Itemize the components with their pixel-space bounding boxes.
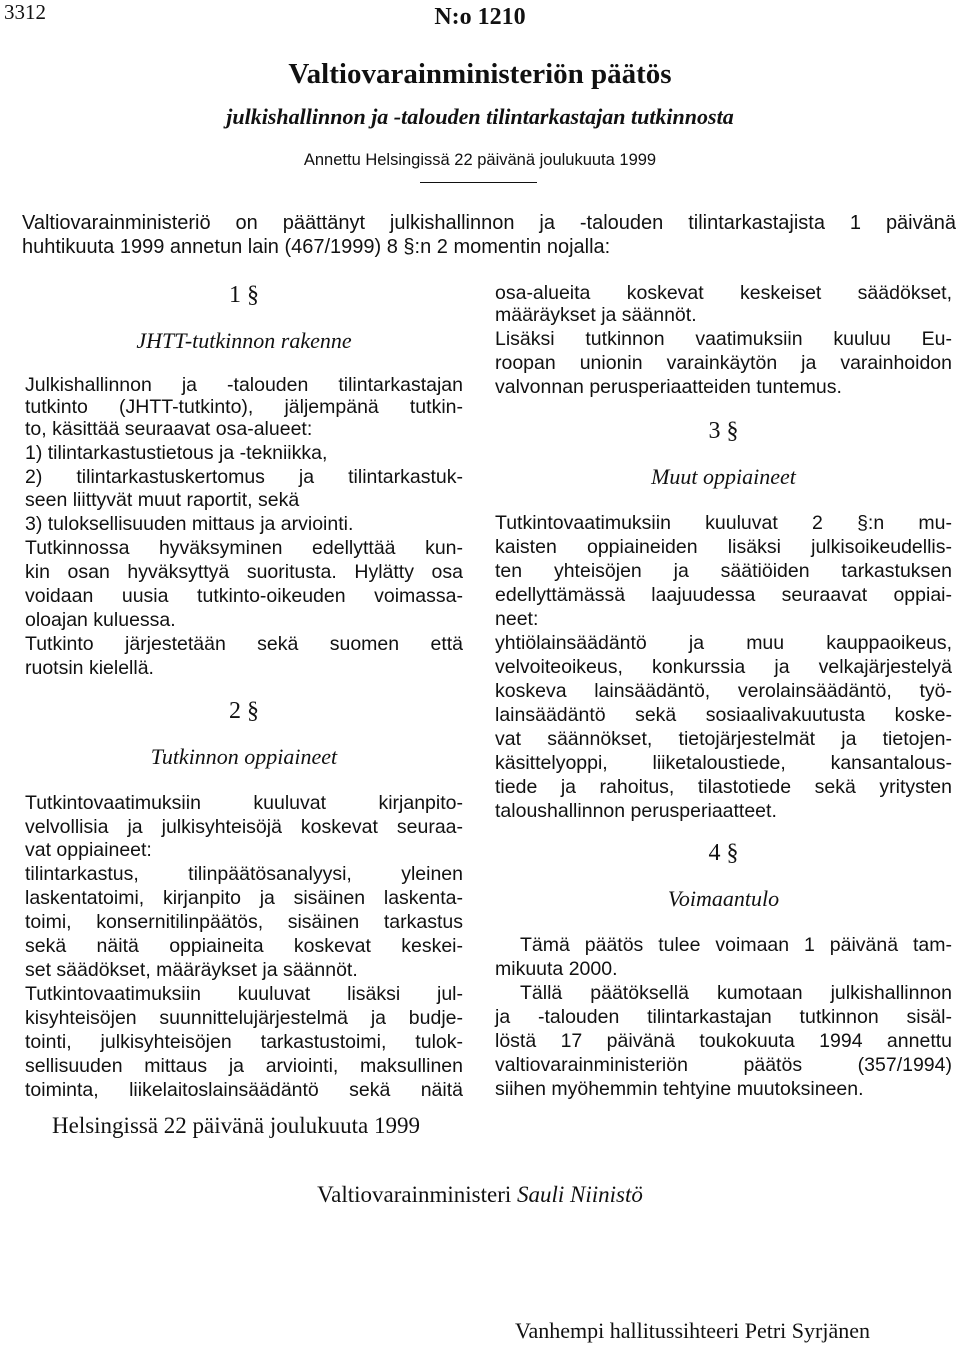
section-2-line: set säädökset, määräykset ja säännöt. (25, 959, 358, 981)
secretary-signature: Vanhempi hallitussihteeri Petri Syrjänen (515, 1318, 870, 1343)
section-4-heading: Voimaantulo (667, 886, 780, 911)
section-3-line: edellyttämässä laajuudessa seuraavat oppiai- (495, 584, 952, 606)
section-1-line: Tutkinnossa hyväksyminen edellyttää kun- (25, 537, 463, 559)
section-2-line: sekä näitä oppiaineita koskevat keskei- (25, 935, 463, 957)
section-2-line: sellisuuden mittaus ja arviointi, maksullinen (25, 1055, 463, 1077)
section-1-line: 3) tuloksellisuuden mittaus ja arviointi. (25, 513, 354, 535)
section-4-line: mikuuta 2000. (495, 958, 618, 980)
minister-title: Valtiovarainministeri (317, 1182, 512, 1207)
section-3-line: ten yhteisöjen ja säätiöiden tarkastuksen (495, 560, 952, 582)
section-2-line: vat oppiaineet: (25, 839, 152, 861)
section-3-line: tiede ja rahoitus, tilastotiede sekä yritysten (495, 776, 952, 798)
section-4-line: ja -talouden tilintarkastajan tutkinnon sisäl- (495, 1006, 952, 1028)
section-2-line: laskentatoimi, kirjanpito ja sisäinen laskenta- (25, 887, 463, 909)
section-2-line: Tutkintovaatimuksiin kuuluvat kirjanpito- (25, 792, 463, 814)
section-1-line: to, käsittää seuraavat osa-alueet: (25, 418, 313, 440)
section-4-line: Tämä päätös tulee voimaan 1 päivänä tam- (520, 934, 952, 956)
section-3-line: yhtiölainsäädäntö ja muu kauppaoikeus, (495, 632, 952, 654)
section-3-line: käsittelyoppi, liiketaloustiede, kansantalous- (495, 752, 952, 774)
section-1-line: kin osan hyväksyttyä suoritusta. Hylätty osa (25, 561, 463, 583)
section-3-line: kaisten oppiaineiden lisäksi julkisoikeudellis- (495, 536, 952, 558)
section-3-line: neet: (495, 608, 539, 630)
section-2-continued-line: Lisäksi tutkinnon vaatimuksiin kuuluu Eu- (495, 328, 952, 350)
document-title: Valtiovarainministeriön päätös (288, 58, 672, 90)
section-1-line: Julkishallinnon ja -talouden tilintarkastajan (25, 374, 463, 396)
section-3-line: Tutkintovaatimuksiin kuuluvat 2 §:n mu- (495, 512, 952, 534)
page-number: 3312 (4, 0, 46, 24)
section-2-line: velvollisia ja julkisyhteisöjä koskevat seuraa- (25, 816, 463, 838)
section-1-line: oloajan kuluessa. (25, 609, 176, 631)
section-2-line: tilintarkastus, tilinpäätösanalyysi, yleinen (25, 863, 463, 885)
section-4-line: valtiovarainministeriön päätös (357/1994) (495, 1054, 952, 1076)
decision-number: N:o 1210 (434, 4, 526, 30)
divider-rule (420, 182, 537, 183)
section-2-line: kisyhteisöjen suunnittelujärjestelmä ja budje- (25, 1007, 463, 1029)
section-2-continued-line: osa-alueita koskevat keskeiset säädökset, (495, 282, 952, 304)
minister-signature (0, 1182, 960, 1208)
section-1-line: 1) tilintarkastustietous ja -tekniikka, (25, 442, 328, 464)
section-1-line: voidaan uusia tutkinto-oikeuden voimassa- (25, 585, 463, 607)
section-1-line: Tutkinto järjestetään sekä suomen että (25, 633, 463, 655)
section-3-heading: Muut oppiaineet (651, 464, 796, 489)
preamble (22, 211, 956, 259)
minister-name: Sauli Niinistö (517, 1182, 643, 1207)
section-2-line: toiminta, liikelaitoslainsäädäntö sekä näitä (25, 1079, 463, 1101)
preamble-line: huhtikuuta 1999 annetun lain (467/1999) 8 §:n 2 momentin nojalla: (22, 236, 611, 258)
section-3-number: 3 § (708, 418, 739, 444)
section-2-line: tointi, julkisyhteisöjen tarkastustoimi, tulok- (25, 1031, 463, 1053)
section-2-number: 2 § (229, 698, 259, 724)
document-subtitle: julkishallinnon ja -talouden tilintarkastajan tutkinnosta (226, 104, 734, 129)
section-2-continued-line: valvonnan perusperiaatteiden tuntemus. (495, 376, 842, 398)
section-1-line: tutkinto (JHTT-tutkinto), jäljempänä tutkin- (25, 396, 463, 418)
section-1-heading: JHTT-tutkinnon rakenne (136, 328, 352, 353)
signature-place-date: Helsingissä 22 päivänä joulukuuta 1999 (52, 1113, 420, 1138)
section-3-line: koskeva lainsäädäntö, verolainsäädäntö, työ- (495, 680, 952, 702)
section-2-continued-line: määräykset ja säännöt. (495, 304, 697, 326)
section-2-line: Tutkintovaatimuksiin kuuluvat lisäksi jul- (25, 983, 463, 1005)
section-1-line: ruotsin kielellä. (25, 657, 154, 679)
section-4-line: Tällä päätöksellä kumotaan julkishallinnon (520, 982, 952, 1004)
section-4-line: löstä 17 päivänä toukokuuta 1994 annettu (495, 1030, 952, 1052)
section-3-line: velvoiteoikeus, konkurssia ja velkajärjestelyä (495, 656, 952, 678)
section-4-number: 4 § (708, 840, 739, 866)
section-1-number: 1 § (229, 282, 259, 308)
section-1-line: seen liittyvät muut raportit, sekä (25, 489, 300, 511)
section-3-line: vat säännökset, tietojärjestelmät ja tietojen- (495, 728, 952, 750)
given-date: Annettu Helsingissä 22 päivänä joulukuuta 1999 (303, 151, 657, 169)
section-2-continued-line: roopan unionin varainkäytön ja varainhoidon (495, 352, 952, 374)
preamble-line: Valtiovarainministeriö on päättänyt julkishallinnon ja -talouden tilintarkastajista 1 päivänä (22, 212, 956, 234)
section-3-line: lainsäädäntö sekä sosiaalivakuutusta koske- (495, 704, 952, 726)
section-3-line: taloushallinnon perusperiaatteet. (495, 800, 777, 822)
section-2-line: toimi, konsernitilinpäätös, sisäinen tarkastus (25, 911, 463, 933)
section-2-heading: Tutkinnon oppiaineet (150, 744, 338, 769)
section-1-line: 2) tilintarkastuskertomus ja tilintarkastuk- (25, 466, 463, 488)
section-4-line: siihen myöhemmin tehtyine muutoksineen. (495, 1078, 864, 1100)
